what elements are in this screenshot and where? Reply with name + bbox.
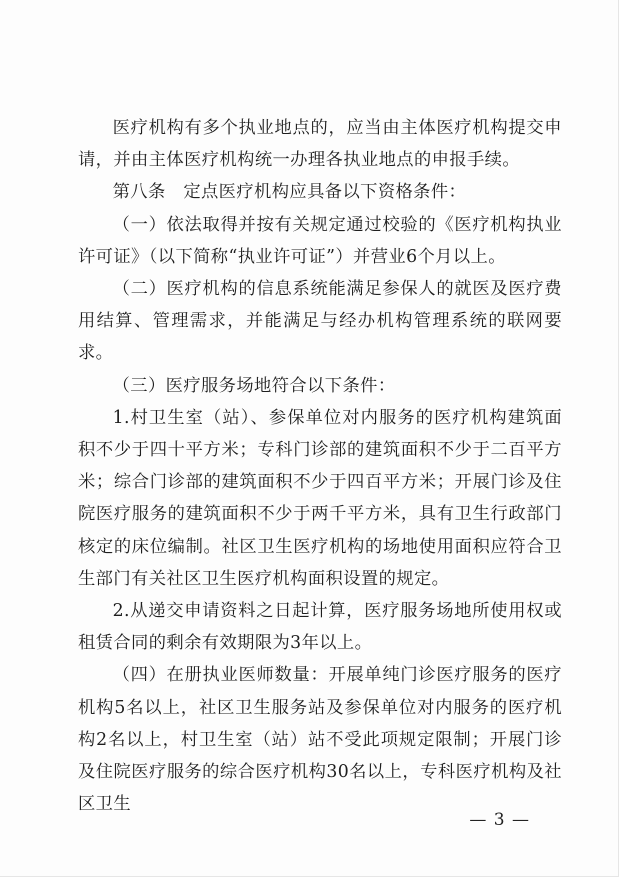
page-number: — 3 —	[469, 810, 530, 830]
document-body	[78, 112, 562, 820]
paragraph: 1.村卫生室（站）、参保单位对内服务的医疗机构建筑面积不少于四十平方米；专科门诊部的建筑面积不少于二百平方米；综合门诊部的建筑面积不少于四百平方米；开展门诊及住院医疗服务的建筑面积不少于两千平方米，具有卫生行政部门核定的床位编制。社区卫生医疗机构的场地使用面积应符合卫生部门有关社区卫生医疗机构面积设置的规定。	[78, 407, 562, 589]
paragraph: 2.从递交申请资料之日起计算，医疗服务场地所使用权或租赁合同的剩余有效期限为3年以上。	[78, 601, 562, 654]
paragraph: 医疗机构有多个执业地点的，应当由主体医疗机构提交申请，并由主体医疗机构统一办理各执业地点的申报手续。	[78, 118, 562, 171]
paragraph: （四）在册执业医师数量：开展单纯门诊医疗服务的医疗机构5名以上，社区卫生服务站及参保单位对内服务的医疗机构2名以上，村卫生室（站）站不受此项规定限制；开展门诊及住院医疗服务的综合医疗机构30名以上，专科医疗机构及社区卫生	[78, 665, 562, 815]
paragraph: （三）医疗服务场地符合以下条件：	[112, 375, 396, 396]
article-heading: 第八条 定点医疗机构应具备以下资格条件：	[112, 182, 467, 203]
paragraph: （一）依法取得并按有关规定通过校验的《医疗机构执业许可证》（以下简称“执业许可证”）并营业6个月以上。	[78, 214, 562, 267]
paragraph: （二）医疗机构的信息系统能满足参保人的就医及医疗费用结算、管理需求，并能满足与经办机构管理系统的联网要求。	[78, 279, 562, 364]
